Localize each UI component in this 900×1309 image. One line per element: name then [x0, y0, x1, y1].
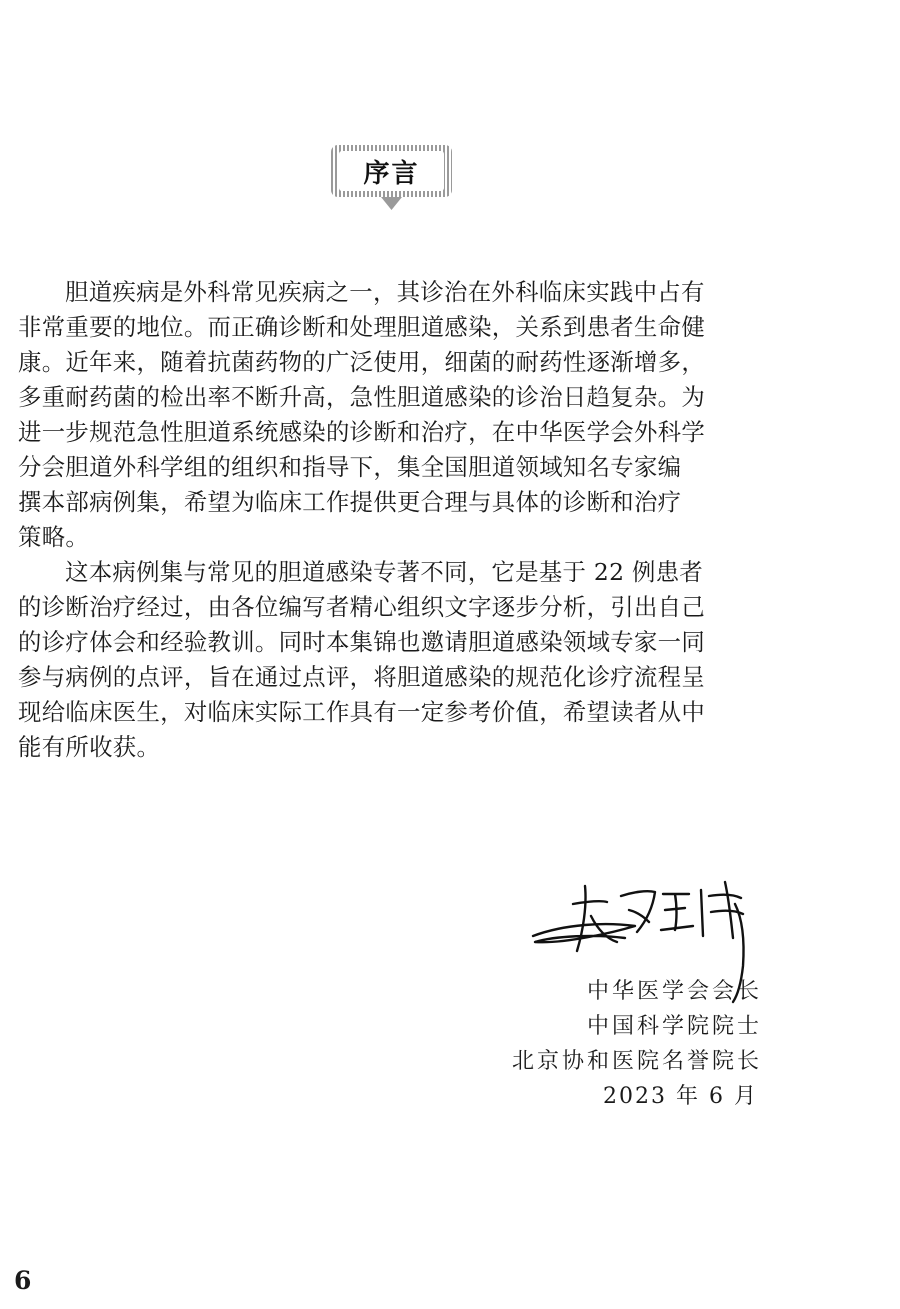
- preface-title-badge: [331, 145, 452, 201]
- signature-block: [512, 974, 762, 1114]
- paragraph-2: [18, 555, 768, 765]
- text-line: 的诊疗体会和经验教训。同时本集锦也邀请胆道感染领域专家一同: [18, 628, 706, 656]
- signer-title: 中华医学会会长: [586, 979, 762, 1004]
- text-line: 进一步规范急性胆道系统感染的诊断和治疗，在中华医学会外科学: [18, 418, 706, 446]
- text-line: 参与病例的点评，旨在通过点评，将胆道感染的规范化诊疗流程呈: [18, 663, 706, 691]
- page-title: 序言: [363, 158, 420, 189]
- text-line: 这本病例集与常见的胆道感染专著不同，它是基于 22 例患者: [65, 558, 704, 586]
- text-line: 分会胆道外科学组的组织和指导下，集全国胆道领域知名专家编: [18, 453, 682, 481]
- text-line: 撰本部病例集，希望为临床工作提供更合理与具体的诊断和治疗: [18, 488, 682, 516]
- text-line: 策略。: [18, 523, 90, 551]
- signature-date: 2023 年 6 月: [603, 1084, 758, 1109]
- page-number: 6: [14, 1266, 32, 1295]
- text-line: 非常重要的地位。而正确诊断和处理胆道感染，关系到患者生命健: [18, 313, 706, 341]
- text-line: 能有所收获。: [18, 733, 161, 761]
- text-line: 现给临床医生，对临床实际工作具有一定参考价值，希望读者从中: [18, 698, 706, 726]
- paragraph-1: [18, 275, 768, 555]
- preface-body: [18, 275, 768, 765]
- text-line: 多重耐药菌的检出率不断升高，急性胆道感染的诊治日趋复杂。为: [18, 383, 706, 411]
- text-line: 康。近年来，随着抗菌药物的广泛使用，细菌的耐药性逐渐增多，: [18, 348, 706, 376]
- signer-title: 中国科学院院士: [586, 1014, 762, 1039]
- text-line: 的诊断治疗经过，由各位编写者精心组织文字逐步分析，引出自己: [18, 593, 706, 621]
- text-line: 胆道疾病是外科常见疾病之一，其诊治在外科临床实践中占有: [65, 278, 705, 306]
- signer-title: 北京协和医院名誉院长: [511, 1049, 762, 1074]
